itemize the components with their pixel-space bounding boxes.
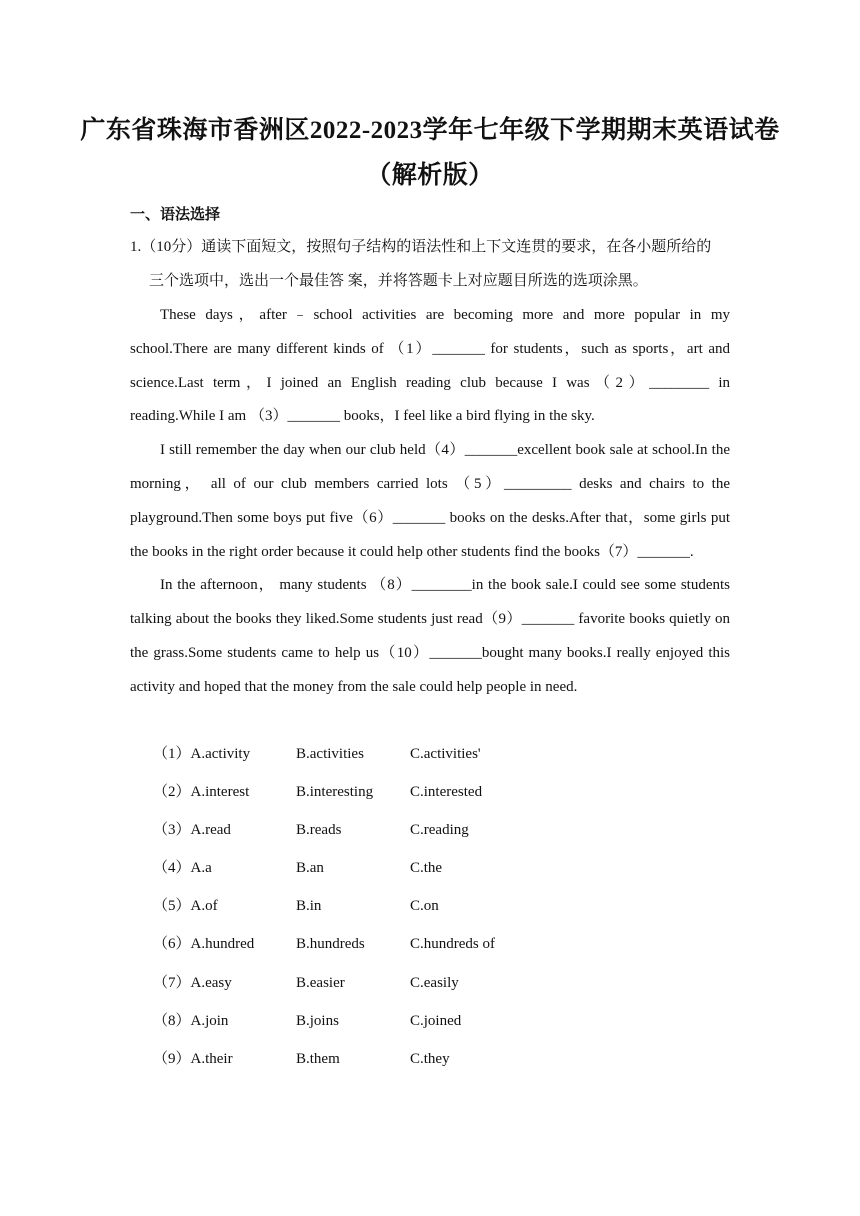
option-a: （5）A.of bbox=[153, 898, 218, 915]
section-heading: 一、语法选择 bbox=[130, 205, 221, 223]
option-b: B.an bbox=[296, 860, 324, 877]
option-row bbox=[153, 779, 653, 817]
option-c: C.easily bbox=[410, 974, 459, 991]
document-title-line-1: 广东省珠海市香洲区2022-2023学年七年级下学期期末英语试卷 bbox=[80, 117, 780, 144]
option-row bbox=[153, 1046, 653, 1084]
passage-paragraph-3: In the afternoon， many students （8）________in the book sale.I could see some students talking about the books they liked.Some students just read（9）_______ favorite books quietly on the grass.Some students came to help us（10）_______bought many books.I really enjoyed this activity and hoped that the money from the sale could help people in need. bbox=[130, 577, 730, 695]
option-a: （8）A.join bbox=[153, 1012, 229, 1029]
option-c: C.activities' bbox=[410, 746, 481, 762]
option-a: （3）A.read bbox=[153, 822, 231, 839]
reading-passage bbox=[130, 299, 730, 705]
option-b: B.hundreds bbox=[296, 936, 365, 953]
option-c: C.the bbox=[410, 860, 443, 877]
option-c: C.they bbox=[410, 1050, 450, 1067]
option-c: C.interested bbox=[410, 784, 483, 801]
option-b: B.interesting bbox=[296, 784, 374, 801]
question-instruction-line-1: 1.（10分）通读下面短文，按照句子结构的语法性和上下文连贯的要求，在各小题所给的 bbox=[130, 239, 712, 255]
passage-paragraph-2: I still remember the day when our club held（4）_______excellent book sale at school.In the morning， all of our club members carried lots （5）_________ desks and chairs to the playground.Then some boys put five（6）_______ books on the desks.After that，some girls put the books in the right order because it could help other students find the books（7）_______. bbox=[130, 442, 730, 560]
option-a: （1）A.activity bbox=[153, 746, 251, 762]
question-instruction-line-2: 三个选项中，选出一个最佳答 案，并将答题卡上对应题目所选的选项涂黑。 bbox=[149, 273, 648, 289]
answer-options bbox=[153, 741, 653, 1084]
option-c: C.hundreds of bbox=[410, 936, 495, 953]
option-a: （9）A.their bbox=[153, 1050, 233, 1067]
option-b: B.them bbox=[296, 1050, 340, 1067]
passage-paragraph-1: These days，after﹣school activities are becoming more and more popular in my school.There are many different kinds of （1）_______ for students，such as sports，art and science.Last term，I joined an English reading club because I was（2）________ in reading.While I am （3）_______ books，I feel like a bird flying in the sky. bbox=[130, 307, 730, 425]
option-row bbox=[153, 1008, 653, 1046]
option-b: B.joins bbox=[296, 1012, 339, 1029]
option-c: C.reading bbox=[410, 822, 469, 839]
option-row bbox=[153, 970, 653, 1008]
option-b: B.reads bbox=[296, 822, 342, 839]
option-b: B.activities bbox=[296, 746, 364, 762]
option-c: C.on bbox=[410, 898, 439, 915]
option-a: （7）A.easy bbox=[153, 974, 232, 991]
option-row bbox=[153, 817, 653, 855]
document-title-line-2: （解析版） bbox=[366, 162, 494, 189]
option-a: （4）A.a bbox=[153, 860, 212, 877]
option-b: B.in bbox=[296, 898, 322, 915]
option-a: （2）A.interest bbox=[153, 784, 250, 801]
option-row bbox=[153, 855, 653, 893]
option-a: （6）A.hundred bbox=[153, 936, 255, 953]
option-row bbox=[153, 893, 653, 931]
option-row bbox=[153, 741, 653, 779]
option-c: C.joined bbox=[410, 1012, 462, 1029]
option-b: B.easier bbox=[296, 974, 345, 991]
option-row bbox=[153, 931, 653, 969]
